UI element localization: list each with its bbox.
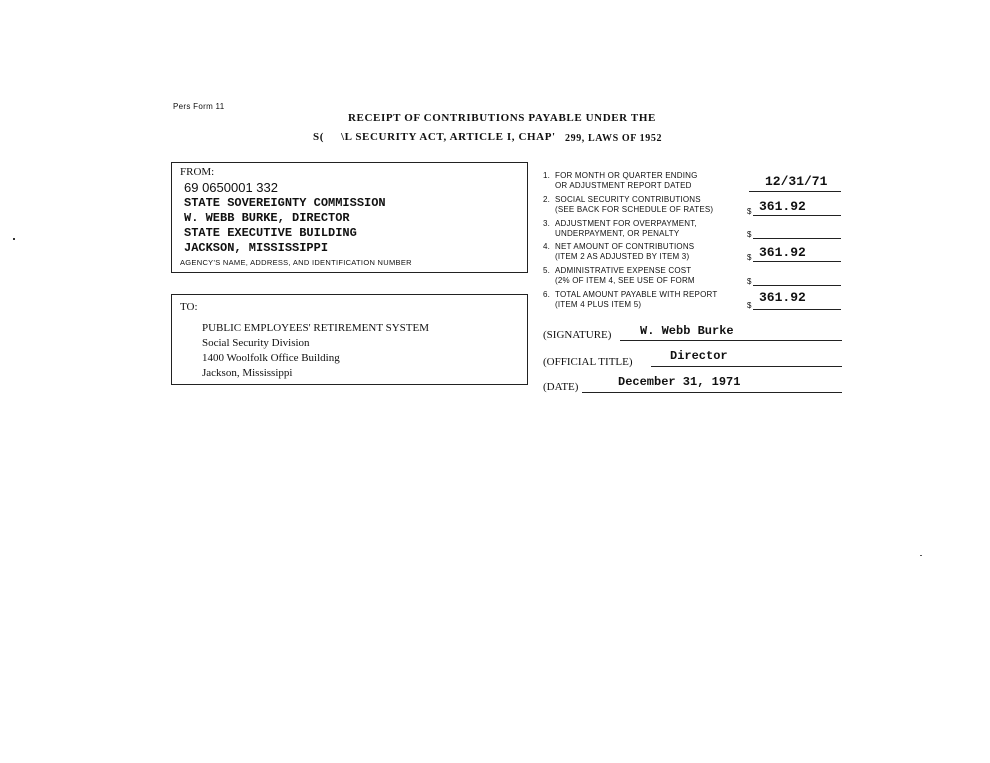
- form-title-line2-b: \L SECURITY ACT, ARTICLE I, CHAP': [341, 131, 556, 143]
- official-title-line: [651, 366, 842, 367]
- item-5-label: 5. ADMINISTRATIVE EXPENSE COST (2% OF ITEM 4, SEE USE OF FORM: [543, 266, 695, 285]
- recipient-city: Jackson, Mississippi: [202, 367, 293, 379]
- item-2-value: 361.92: [759, 199, 806, 214]
- from-box: [171, 162, 528, 273]
- signature-value: W. Webb Burke: [640, 324, 734, 338]
- agency-director: W. WEBB BURKE, DIRECTOR: [184, 211, 350, 225]
- item-1-line: [749, 191, 841, 192]
- recipient-building: 1400 Woolfolk Office Building: [202, 352, 340, 364]
- form-title-line2-c: 299, LAWS OF 1952: [565, 133, 663, 144]
- recipient-division: Social Security Division: [202, 337, 310, 349]
- item-5-line: [753, 285, 841, 286]
- form-id: Pers Form 11: [173, 102, 225, 111]
- from-caption: AGENCY'S NAME, ADDRESS, AND IDENTIFICATION NUMBER: [180, 258, 412, 267]
- item-2-dollar: $: [747, 207, 752, 216]
- item-4-label: 4. NET AMOUNT OF CONTRIBUTIONS (ITEM 2 AS ADJUSTED BY ITEM 3): [543, 242, 695, 261]
- item-3-line: [753, 238, 841, 239]
- item-6-line: [753, 309, 841, 310]
- item-4-dollar: $: [747, 253, 752, 262]
- recipient-name: PUBLIC EMPLOYEES' RETIREMENT SYSTEM: [202, 322, 429, 334]
- official-title-value: Director: [670, 349, 728, 363]
- agency-id-number: 69 0650001 332: [184, 180, 278, 195]
- item-3-label: 3. ADJUSTMENT FOR OVERPAYMENT, UNDERPAYMENT, OR PENALTY: [543, 219, 697, 238]
- signature-line: [620, 340, 842, 341]
- official-title-label: (OFFICIAL TITLE): [543, 356, 633, 368]
- from-label: FROM:: [180, 166, 215, 178]
- form-title-line1: RECEIPT OF CONTRIBUTIONS PAYABLE UNDER THE: [348, 112, 656, 124]
- to-box: [171, 294, 528, 385]
- agency-name: STATE SOVEREIGNTY COMMISSION: [184, 196, 386, 210]
- item-2-label: 2. SOCIAL SECURITY CONTRIBUTIONS (SEE BACK FOR SCHEDULE OF RATES): [543, 195, 714, 214]
- scan-speck: [920, 555, 922, 556]
- agency-building: STATE EXECUTIVE BUILDING: [184, 226, 357, 240]
- item-5-dollar: $: [747, 277, 752, 286]
- agency-city: JACKSON, MISSISSIPPI: [184, 241, 329, 255]
- date-line: [582, 392, 842, 393]
- scan-speck: [13, 238, 15, 240]
- item-2-line: [753, 215, 841, 216]
- item-6-value: 361.92: [759, 290, 806, 305]
- item-1-label: 1. FOR MONTH OR QUARTER ENDING OR ADJUSTMENT REPORT DATED: [543, 171, 698, 190]
- date-label: (DATE): [543, 381, 579, 393]
- item-4-line: [753, 261, 841, 262]
- contribution-items: [543, 171, 843, 316]
- item-4-value: 361.92: [759, 245, 806, 260]
- item-6-dollar: $: [747, 301, 752, 310]
- form-title-line2-a: S(: [313, 131, 324, 143]
- item-3-dollar: $: [747, 230, 752, 239]
- item-6-label: 6. TOTAL AMOUNT PAYABLE WITH REPORT (ITEM 4 PLUS ITEM 5): [543, 290, 718, 309]
- item-1-value: 12/31/71: [765, 174, 828, 189]
- signature-label: (SIGNATURE): [543, 329, 612, 341]
- to-label: TO:: [180, 301, 198, 313]
- date-value: December 31, 1971: [618, 375, 741, 389]
